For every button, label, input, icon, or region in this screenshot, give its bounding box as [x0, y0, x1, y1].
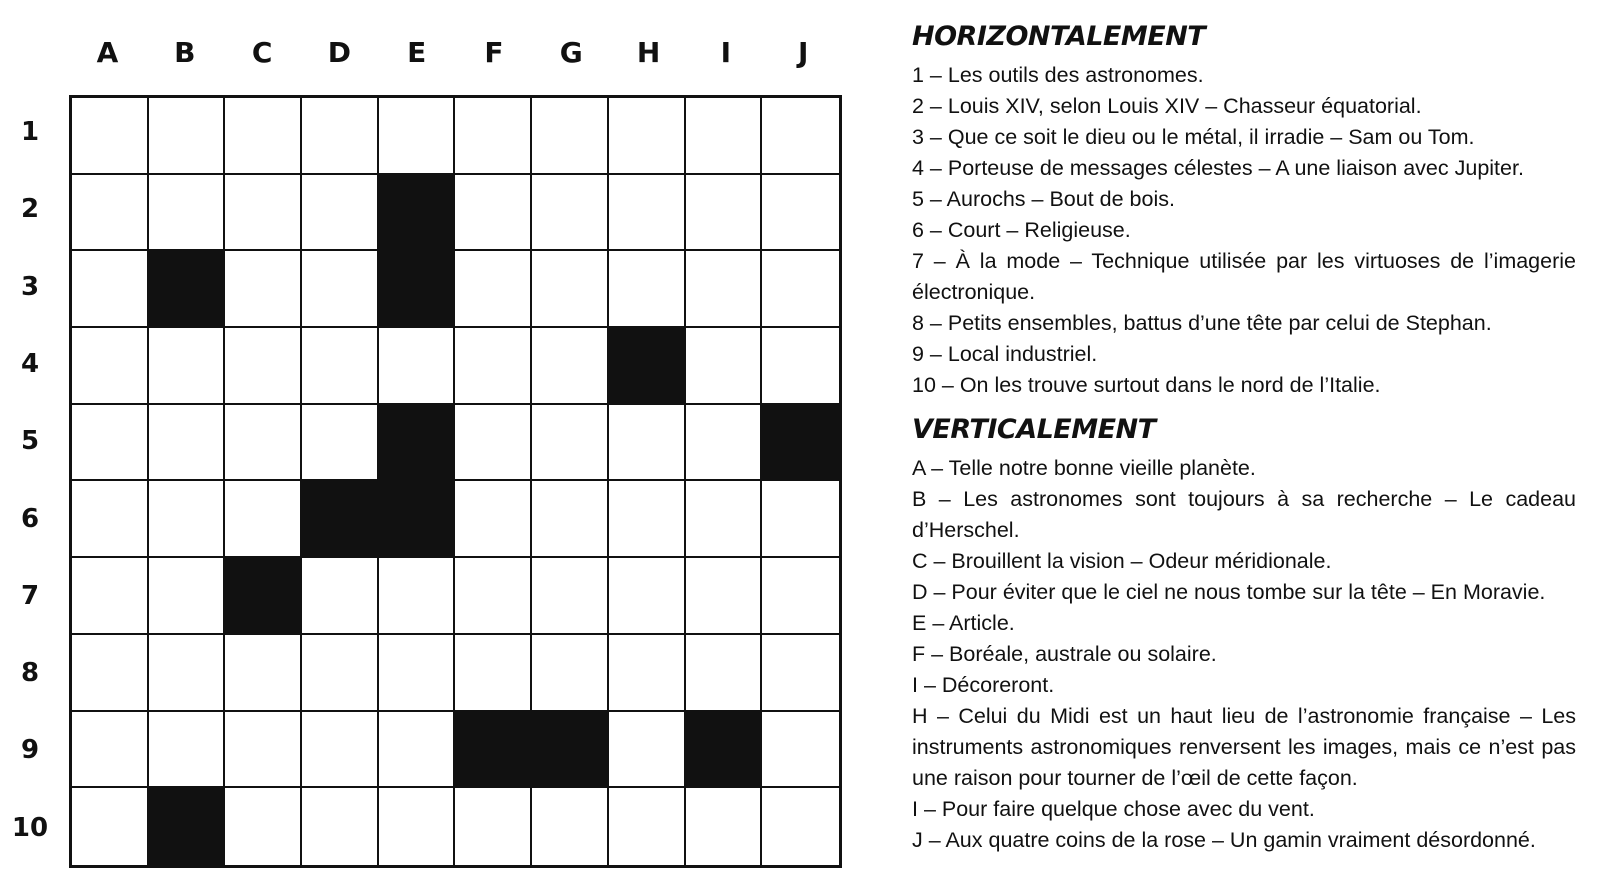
grid-cell-f4[interactable] — [455, 328, 532, 405]
grid-cell-i4[interactable] — [686, 328, 763, 405]
black-cell-e2 — [379, 175, 456, 252]
grid-cell-d3[interactable] — [302, 251, 379, 328]
grid-cell-f5[interactable] — [455, 405, 532, 482]
grid-cell-c8[interactable] — [225, 635, 302, 712]
black-cell-e6 — [379, 481, 456, 558]
grid-cell-i7[interactable] — [686, 558, 763, 635]
grid-cell-j1[interactable] — [762, 98, 839, 175]
horizontal-clue: 6 – Court – Religieuse. — [912, 218, 1131, 242]
crossword-grid — [69, 95, 842, 868]
row-label-9: 9 — [20, 735, 40, 766]
column-label-b: B — [174, 36, 196, 69]
grid-cell-a3[interactable] — [72, 251, 149, 328]
grid-cell-b2[interactable] — [149, 175, 226, 252]
grid-cell-b4[interactable] — [149, 328, 226, 405]
grid-cell-a2[interactable] — [72, 175, 149, 252]
grid-cell-c1[interactable] — [225, 98, 302, 175]
grid-cell-f2[interactable] — [455, 175, 532, 252]
horizontal-clue: 9 – Local industriel. — [912, 342, 1098, 366]
black-cell-f9 — [455, 712, 532, 789]
black-cell-c7 — [225, 558, 302, 635]
vertical-clue: F – Boréale, australe ou solaire. — [912, 642, 1217, 666]
column-label-e: E — [407, 36, 427, 69]
horizontal-clue: 7 – À la mode – Technique utilisée par les virtuoses de l’imagerie électronique. — [912, 249, 1576, 304]
grid-cell-e4[interactable] — [379, 328, 456, 405]
grid-cell-j3[interactable] — [762, 251, 839, 328]
grid-cell-a10[interactable] — [72, 788, 149, 865]
grid-cell-i6[interactable] — [686, 481, 763, 558]
grid-cell-f3[interactable] — [455, 251, 532, 328]
horizontal-clue: 10 – On les trouve surtout dans le nord de l’Italie. — [912, 373, 1381, 397]
grid-cell-d10[interactable] — [302, 788, 379, 865]
black-cell-i9 — [686, 712, 763, 789]
horizontal-clue: 2 – Louis XIV, selon Louis XIV – Chasseur équatorial. — [912, 94, 1422, 118]
row-label-7: 7 — [20, 580, 40, 611]
grid-cell-a1[interactable] — [72, 98, 149, 175]
grid-cell-f6[interactable] — [455, 481, 532, 558]
column-label-f: F — [484, 36, 504, 69]
horizontal-clue: 1 – Les outils des astronomes. — [912, 63, 1204, 87]
grid-cell-j10[interactable] — [762, 788, 839, 865]
vertical-clue: C – Brouillent la vision – Odeur méridionale. — [912, 549, 1332, 573]
grid-cell-g8[interactable] — [532, 635, 609, 712]
grid-cell-b7[interactable] — [149, 558, 226, 635]
black-cell-b3 — [149, 251, 226, 328]
grid-cell-a5[interactable] — [72, 405, 149, 482]
column-label-d: D — [327, 36, 352, 69]
grid-cell-j9[interactable] — [762, 712, 839, 789]
grid-cell-g5[interactable] — [532, 405, 609, 482]
vertical-title: VERTICALEMENT — [912, 414, 1156, 445]
grid-cell-i8[interactable] — [686, 635, 763, 712]
clues-panel — [912, 16, 1576, 856]
grid-cell-a9[interactable] — [72, 712, 149, 789]
black-cell-j5 — [762, 405, 839, 482]
vertical-clue: I – Décoreront. — [912, 673, 1055, 697]
grid-cell-d2[interactable] — [302, 175, 379, 252]
row-label-5: 5 — [20, 426, 40, 457]
grid-cell-b9[interactable] — [149, 712, 226, 789]
grid-cell-j2[interactable] — [762, 175, 839, 252]
vertical-clue: H – Celui du Midi est un haut lieu de l’astronomie française – Les instruments astronomiques renversent les images, mais ce n’est pas une raison pour tourner de l’œil de cette façon. — [912, 704, 1576, 790]
grid-cell-e9[interactable] — [379, 712, 456, 789]
vertical-clue: E – Article. — [912, 611, 1015, 635]
grid-cell-c4[interactable] — [225, 328, 302, 405]
row-label-4: 4 — [20, 348, 40, 379]
black-cell-e3 — [379, 251, 456, 328]
row-label-8: 8 — [20, 658, 40, 689]
grid-cell-g6[interactable] — [532, 481, 609, 558]
black-cell-g9 — [532, 712, 609, 789]
grid-cell-b5[interactable] — [149, 405, 226, 482]
black-cell-e5 — [379, 405, 456, 482]
row-label-1: 1 — [20, 117, 40, 147]
grid-cell-h10[interactable] — [609, 788, 686, 865]
grid-cell-d4[interactable] — [302, 328, 379, 405]
grid-cell-g10[interactable] — [532, 788, 609, 865]
grid-cell-f10[interactable] — [455, 788, 532, 865]
vertical-clue: B – Les astronomes sont toujours à sa recherche – Le cadeau d’Herschel. — [912, 487, 1576, 542]
grid-cell-i3[interactable] — [686, 251, 763, 328]
grid-cell-b6[interactable] — [149, 481, 226, 558]
grid-cell-j6[interactable] — [762, 481, 839, 558]
grid-cell-g3[interactable] — [532, 251, 609, 328]
grid-cell-h8[interactable] — [609, 635, 686, 712]
grid-cell-h3[interactable] — [609, 251, 686, 328]
column-label-i: I — [720, 36, 732, 69]
grid-cell-a6[interactable] — [72, 481, 149, 558]
grid-cell-h9[interactable] — [609, 712, 686, 789]
grid-cell-i5[interactable] — [686, 405, 763, 482]
horizontal-clue: 3 – Que ce soit le dieu ou le métal, il irradie – Sam ou Tom. — [912, 125, 1475, 149]
grid-cell-i1[interactable] — [686, 98, 763, 175]
grid-cell-h1[interactable] — [609, 98, 686, 175]
grid-cell-c3[interactable] — [225, 251, 302, 328]
grid-cell-d9[interactable] — [302, 712, 379, 789]
grid-cell-e7[interactable] — [379, 558, 456, 635]
grid-cell-g4[interactable] — [532, 328, 609, 405]
grid-cell-g2[interactable] — [532, 175, 609, 252]
vertical-clues — [912, 453, 1576, 856]
row-label-3: 3 — [20, 271, 40, 302]
grid-cell-d7[interactable] — [302, 558, 379, 635]
horizontal-title: HORIZONTALEMENT — [912, 21, 1206, 52]
grid-cell-i2[interactable] — [686, 175, 763, 252]
grid-cell-j8[interactable] — [762, 635, 839, 712]
column-label-h: H — [636, 36, 661, 69]
horizontal-clue: 8 – Petits ensembles, battus d’une tête par celui de Stephan. — [912, 311, 1492, 335]
grid-cell-g7[interactable] — [532, 558, 609, 635]
grid-cell-j7[interactable] — [762, 558, 839, 635]
grid-cell-e10[interactable] — [379, 788, 456, 865]
black-cell-h4 — [609, 328, 686, 405]
vertical-clue: A – Telle notre bonne vieille planète. — [912, 456, 1256, 480]
grid-cell-b1[interactable] — [149, 98, 226, 175]
grid-cell-d5[interactable] — [302, 405, 379, 482]
grid-cell-j4[interactable] — [762, 328, 839, 405]
grid-cell-a4[interactable] — [72, 328, 149, 405]
grid-cell-a7[interactable] — [72, 558, 149, 635]
black-cell-d6 — [302, 481, 379, 558]
horizontal-clues — [912, 60, 1576, 401]
grid-cell-g1[interactable] — [532, 98, 609, 175]
column-label-c: C — [251, 36, 273, 69]
grid-cell-e8[interactable] — [379, 635, 456, 712]
vertical-clue: I – Pour faire quelque chose avec du vent. — [912, 797, 1315, 821]
grid-cell-f7[interactable] — [455, 558, 532, 635]
grid-cell-e1[interactable] — [379, 98, 456, 175]
row-label-2: 2 — [20, 194, 40, 225]
horizontal-clue: 4 – Porteuse de messages célestes – A une liaison avec Jupiter. — [912, 156, 1524, 180]
grid-cell-h7[interactable] — [609, 558, 686, 635]
column-label-g: G — [559, 36, 583, 69]
grid-cell-h2[interactable] — [609, 175, 686, 252]
black-cell-b10 — [149, 788, 226, 865]
grid-cell-a8[interactable] — [72, 635, 149, 712]
grid-cell-c10[interactable] — [225, 788, 302, 865]
grid-cell-f1[interactable] — [455, 98, 532, 175]
horizontal-clue: 5 – Aurochs – Bout de bois. — [912, 187, 1175, 211]
grid-cell-f8[interactable] — [455, 635, 532, 712]
grid-cell-b8[interactable] — [149, 635, 226, 712]
grid-cell-c9[interactable] — [225, 712, 302, 789]
grid-cell-h5[interactable] — [609, 405, 686, 482]
grid-cell-h6[interactable] — [609, 481, 686, 558]
grid-cell-c2[interactable] — [225, 175, 302, 252]
grid-cell-d8[interactable] — [302, 635, 379, 712]
column-label-j: J — [797, 36, 809, 69]
grid-cell-c6[interactable] — [225, 481, 302, 558]
vertical-clue: D – Pour éviter que le ciel ne nous tombe sur la tête – En Moravie. — [912, 580, 1546, 604]
row-label-10: 10 — [11, 812, 49, 843]
column-label-a: A — [96, 36, 119, 69]
grid-cell-d1[interactable] — [302, 98, 379, 175]
vertical-clue: J – Aux quatre coins de la rose – Un gamin vraiment désordonné. — [912, 828, 1536, 852]
row-label-6: 6 — [20, 503, 40, 534]
grid-cell-c5[interactable] — [225, 405, 302, 482]
grid-cell-i10[interactable] — [686, 788, 763, 865]
